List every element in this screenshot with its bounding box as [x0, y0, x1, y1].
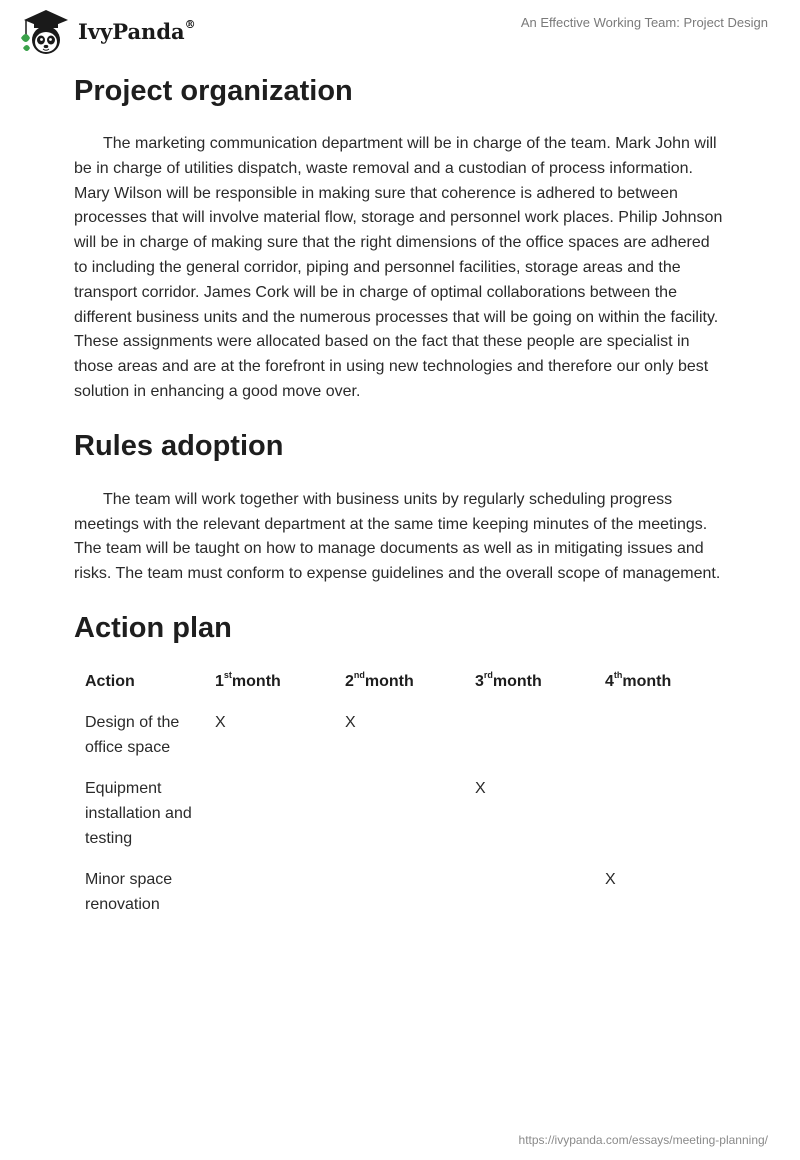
- brand-name: IvyPanda®: [78, 17, 196, 44]
- row-month-1-mark: X: [215, 713, 226, 731]
- brand-logo[interactable]: [16, 8, 196, 56]
- table-row: [74, 867, 724, 933]
- row-month-2-mark: X: [345, 713, 356, 731]
- section-heading-organization: Project organization: [74, 75, 353, 107]
- document-title: An Effective Working Team: Project Design: [520, 15, 768, 30]
- row-month-3-mark: [464, 867, 594, 933]
- header-month-4: 4thmonth: [605, 669, 672, 690]
- header-month-2: 2ndmonth: [345, 669, 414, 690]
- panda-logo-icon: [16, 8, 74, 56]
- header-month-1: 1stmonth: [215, 669, 281, 690]
- row-month-1-mark: [204, 776, 334, 867]
- section-heading-rules: Rules adoption: [74, 429, 284, 462]
- table-row: [74, 776, 724, 867]
- row-month-4-mark: [594, 776, 724, 867]
- row-month-4-mark: X: [605, 870, 616, 888]
- row-month-4-mark: [594, 710, 724, 776]
- essay-content: [74, 70, 724, 933]
- row-month-1-mark: [204, 867, 334, 933]
- row-month-2-mark: [334, 776, 464, 867]
- row-month-3-mark: X: [475, 779, 486, 797]
- action-plan-table: [74, 669, 724, 933]
- section-body-organization: The marketing communication department will be in charge of the team. Mark John will be in charge of utilities dispatch, waste removal and a custodian of process information. Mary Wilson will be responsible in making sure that coherence is adhered to between processes that will involve material flow, storage and personnel work places. Philip Johnson will be in charge of making sure that the right dimensions of the office spaces are adhered to including the general corridor, piping and personnel facilities, storage areas and the transport corridor. James Cork will be in charge of optimal collaborations between the different business units and the numerous processes that will be going on within the facility. These assignments were allocated based on the fact that these people are specialist in those areas and are at the forefront in using new technologies and therefore our only best solution in enhancing a good move over.: [74, 135, 723, 400]
- row-month-3-mark: [464, 710, 594, 776]
- row-action: Design of the office space: [85, 713, 180, 756]
- source-url-link[interactable]: https://ivypanda.com/essays/meeting-planning/: [518, 1133, 768, 1147]
- table-header-row: [74, 669, 724, 710]
- header-action: Action: [85, 672, 135, 690]
- table-row: [74, 710, 724, 776]
- section-heading-action-plan: Action plan: [74, 611, 232, 644]
- row-month-2-mark: [334, 867, 464, 933]
- row-action: Equipment installation and testing: [85, 779, 192, 847]
- row-action: Minor space renovation: [85, 870, 173, 913]
- header-month-3: 3rdmonth: [475, 669, 542, 690]
- section-body-rules: The team will work together with business units by regularly scheduling progress meetings with the relevant department at the same time keeping minutes of the meetings. The team will be taught on how to manage documents as well as in mitigating issues and risks. The team must conform to expense guidelines and the overall scope of management.: [74, 490, 721, 583]
- page-header: [0, 0, 800, 64]
